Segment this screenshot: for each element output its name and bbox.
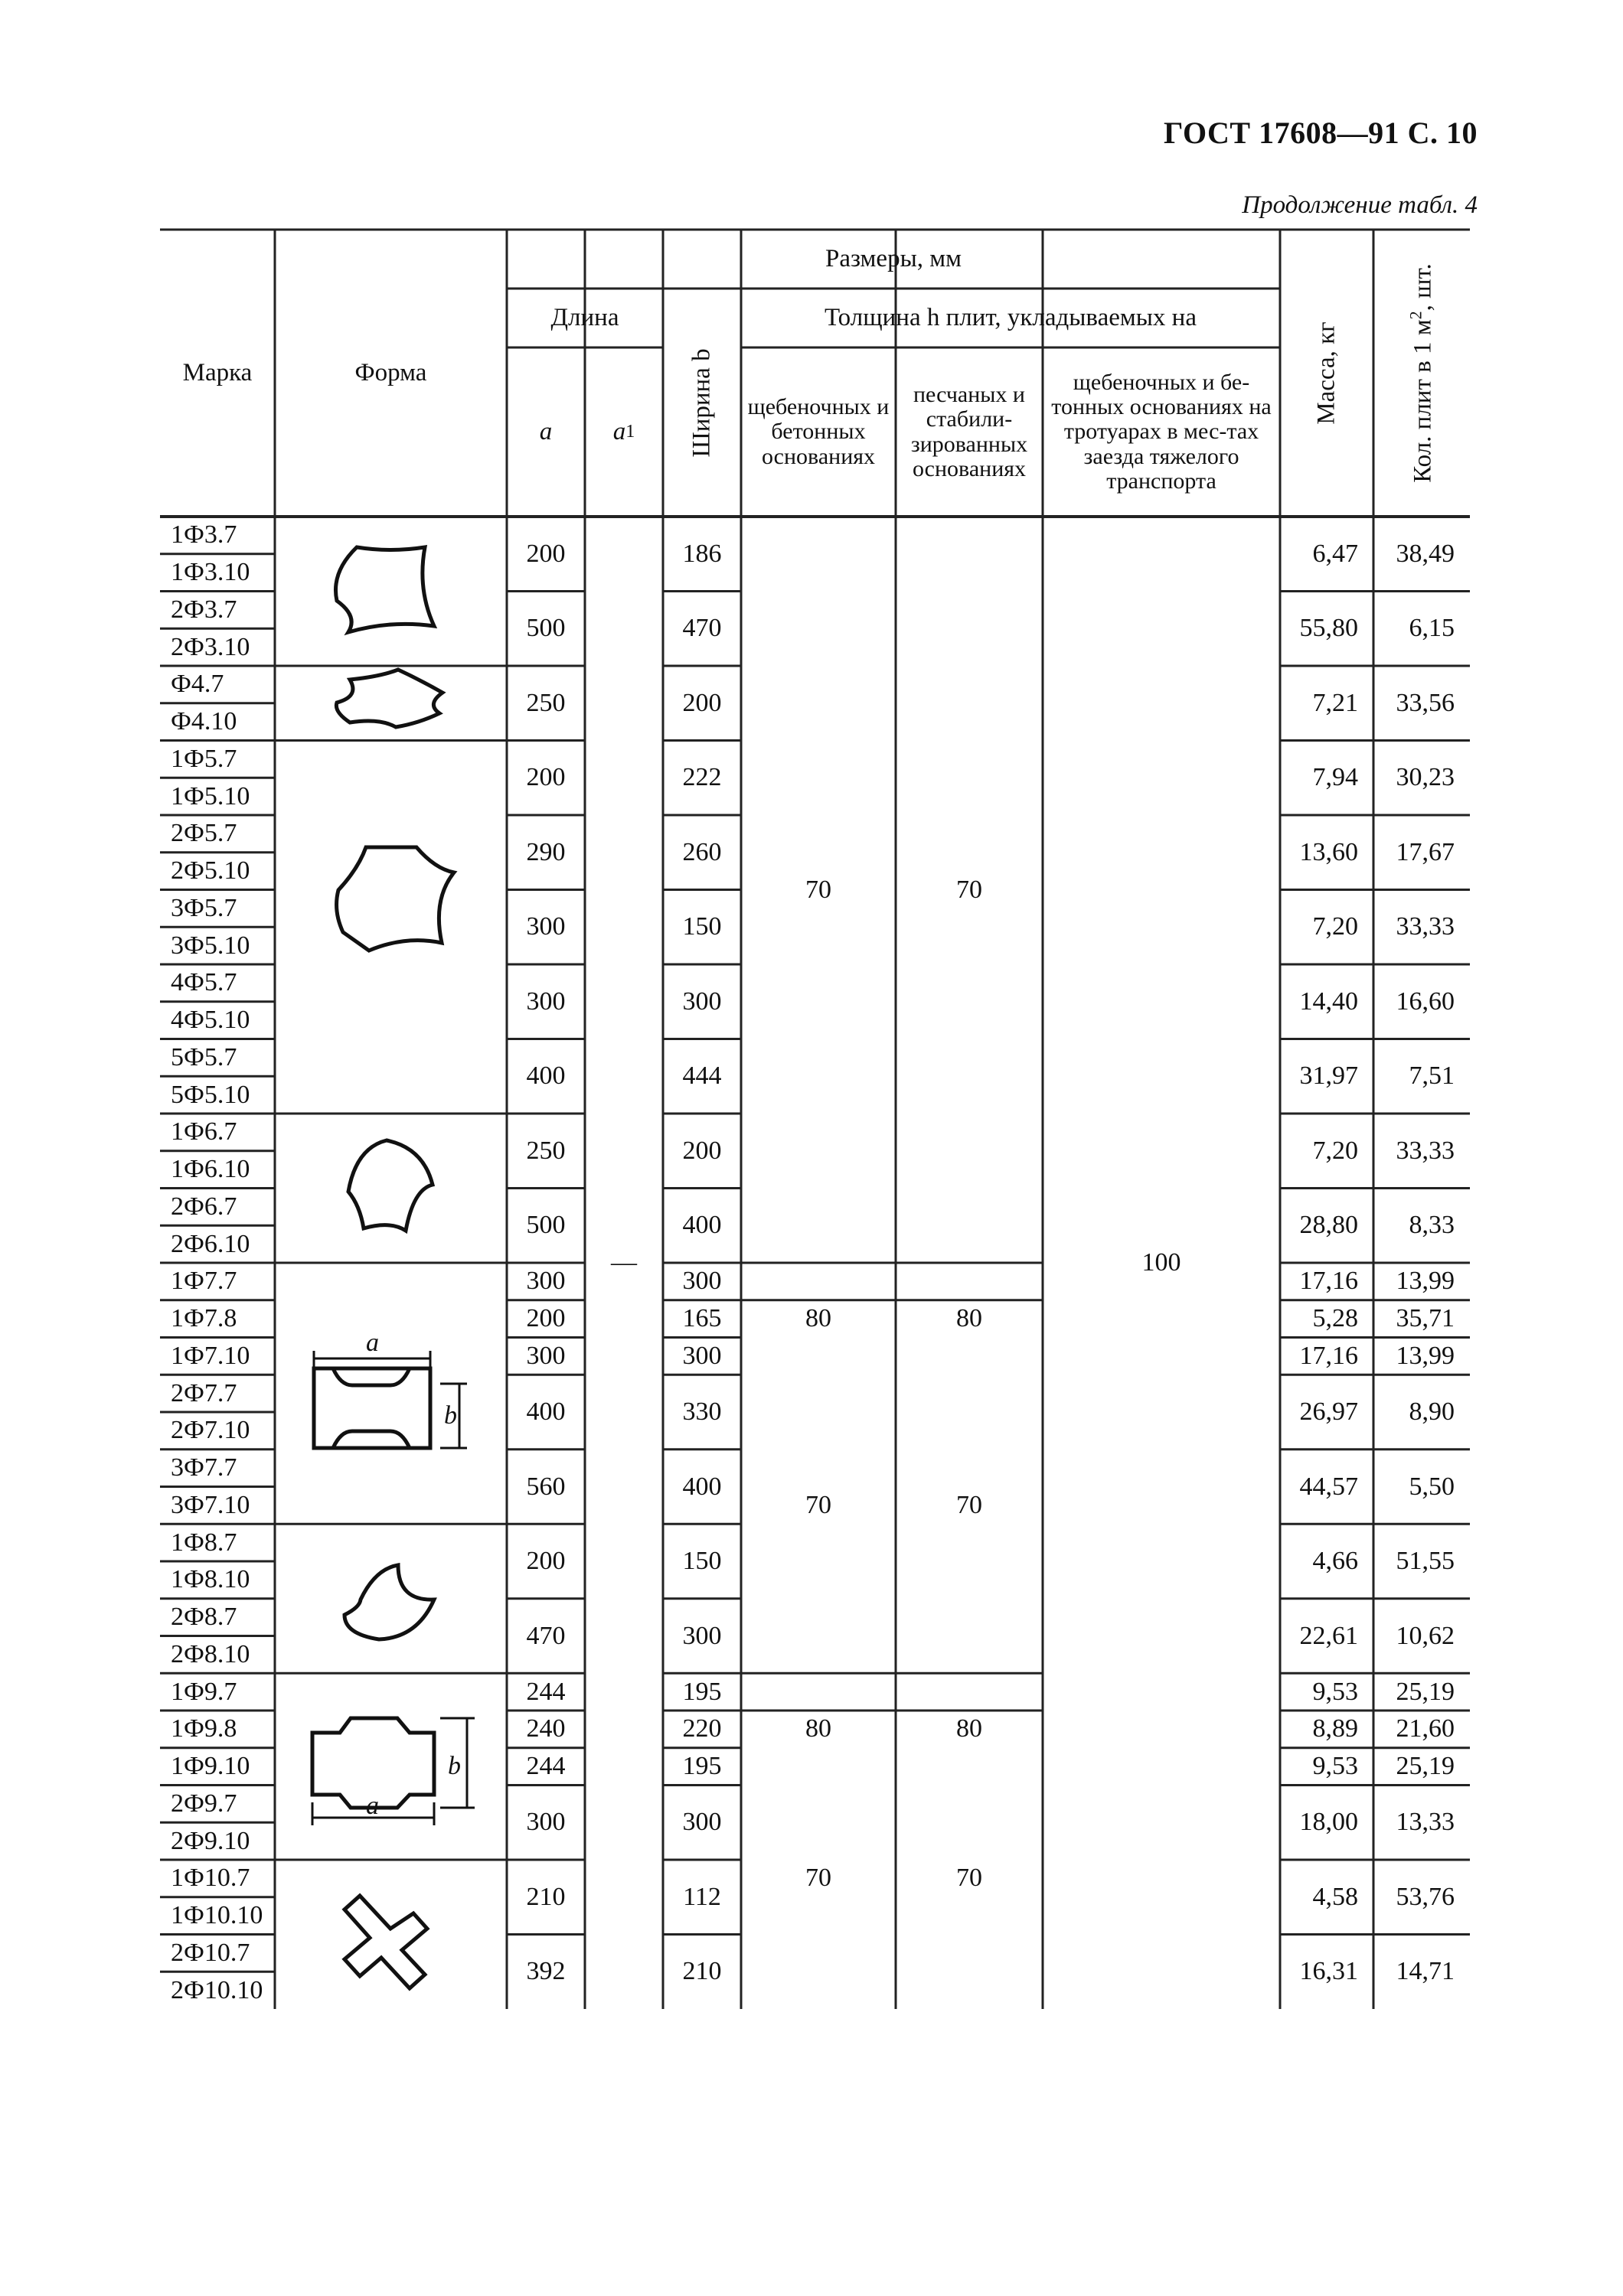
- mark-cell: Ф4.10: [171, 707, 237, 736]
- value-mass: 55,80: [1299, 614, 1358, 643]
- a1-dash: —: [611, 1248, 637, 1277]
- mark-cell: 1Ф9.8: [171, 1714, 237, 1743]
- thickness-t2: 80: [956, 1714, 982, 1743]
- value-count: 25,19: [1396, 1677, 1455, 1706]
- svg-text:a: a: [366, 1792, 379, 1820]
- value-mass: 16,31: [1299, 1957, 1358, 1986]
- mark-cell: 2Ф8.7: [171, 1603, 237, 1632]
- value-mass: 26,97: [1299, 1397, 1358, 1426]
- thickness-t1: 70: [805, 1864, 831, 1893]
- value-b: 300: [682, 1267, 722, 1296]
- svg-text:b: b: [444, 1401, 457, 1430]
- value-mass: 7,20: [1312, 912, 1358, 941]
- value-b: 300: [682, 1808, 722, 1837]
- value-a: 200: [526, 1304, 566, 1333]
- value-mass: 9,53: [1312, 1677, 1358, 1706]
- mark-cell: 1Ф8.10: [171, 1565, 250, 1594]
- value-b: 300: [682, 1341, 722, 1370]
- value-count: 38,49: [1396, 539, 1455, 568]
- mark-cell: 1Ф3.7: [171, 520, 237, 550]
- value-mass: 13,60: [1299, 837, 1358, 866]
- mark-cell: 2Ф3.7: [171, 595, 237, 624]
- value-b: 165: [682, 1304, 722, 1333]
- header-thickness-crushed: щебеночных и бетонных основаниях: [747, 393, 890, 469]
- mark-cell: 5Ф5.7: [171, 1042, 237, 1071]
- mark-cell: 4Ф5.7: [171, 968, 237, 997]
- mark-cell: 2Ф9.10: [171, 1826, 250, 1855]
- mark-cell: 3Ф7.7: [171, 1453, 237, 1482]
- header-form: Форма: [354, 358, 427, 386]
- value-a: 250: [526, 688, 566, 717]
- mark-cell: 1Ф9.10: [171, 1752, 250, 1781]
- header-a1-sub: 1: [625, 421, 635, 442]
- mark-cell: 3Ф5.7: [171, 893, 237, 922]
- value-b: 400: [682, 1211, 722, 1240]
- value-a: 240: [526, 1714, 566, 1743]
- value-b: 195: [682, 1752, 722, 1781]
- mark-cell: 2Ф10.7: [171, 1938, 250, 1967]
- value-b: 330: [682, 1397, 722, 1426]
- value-a: 300: [526, 987, 566, 1016]
- value-count: 8,33: [1409, 1211, 1455, 1240]
- value-count: 6,15: [1409, 614, 1455, 643]
- mark-cell: 3Ф7.10: [171, 1490, 250, 1519]
- value-a: 210: [526, 1882, 566, 1911]
- shape-f5-icon: [337, 847, 454, 951]
- value-b: 200: [682, 688, 722, 717]
- header-count: Кол. плит в 1 $м^2$, шт.: [1406, 263, 1437, 483]
- value-count: 30,23: [1396, 763, 1455, 792]
- value-count: 13,99: [1396, 1267, 1455, 1296]
- svg-text:b: b: [448, 1752, 461, 1780]
- value-b: 210: [682, 1957, 722, 1986]
- value-mass: 14,40: [1299, 987, 1358, 1016]
- mark-cell: 1Ф8.7: [171, 1528, 237, 1557]
- value-mass: 44,57: [1299, 1472, 1358, 1501]
- mark-cell: 5Ф5.10: [171, 1080, 250, 1109]
- shape-f3-icon: [335, 547, 434, 632]
- value-mass: 5,28: [1312, 1304, 1358, 1333]
- value-count: 33,33: [1396, 912, 1455, 941]
- value-mass: 17,16: [1299, 1267, 1358, 1296]
- value-count: 21,60: [1396, 1714, 1455, 1743]
- page-header: ГОСТ 17608—91 С. 10: [1163, 116, 1478, 150]
- thickness-t2: 70: [956, 875, 982, 904]
- thickness-traffic-value: 100: [1141, 1248, 1181, 1277]
- value-a: 300: [526, 1808, 566, 1837]
- mark-cell: 1Ф5.10: [171, 781, 250, 810]
- shape-f9-icon: [312, 1718, 475, 1825]
- value-a: 244: [526, 1677, 566, 1706]
- value-b: 260: [682, 837, 722, 866]
- thickness-t2: 80: [956, 1304, 982, 1333]
- header-length: Длина: [550, 303, 619, 331]
- value-count: 16,60: [1396, 987, 1455, 1016]
- mark-cell: 1Ф7.7: [171, 1267, 237, 1296]
- header-mass: Масса, кг: [1312, 321, 1341, 425]
- value-a: 300: [526, 1267, 566, 1296]
- mark-cell: 1Ф5.7: [171, 744, 237, 773]
- value-mass: 7,94: [1312, 763, 1358, 792]
- value-b: 400: [682, 1472, 722, 1501]
- value-a: 200: [526, 1547, 566, 1575]
- value-mass: 7,20: [1312, 1136, 1358, 1165]
- value-count: 33,33: [1396, 1136, 1455, 1165]
- value-count: 33,56: [1396, 688, 1455, 717]
- mark-cell: 1Ф3.10: [171, 558, 250, 587]
- value-mass: 22,61: [1299, 1621, 1358, 1650]
- value-mass: 31,97: [1299, 1062, 1358, 1091]
- mark-cell: 2Ф6.10: [171, 1229, 250, 1258]
- mark-cell: 3Ф5.10: [171, 931, 250, 960]
- value-count: 51,55: [1396, 1547, 1455, 1575]
- thickness-t1: 70: [805, 875, 831, 904]
- mark-cell: 2Ф6.7: [171, 1192, 237, 1221]
- shape-f6-icon: [348, 1140, 433, 1231]
- header-a1-base: a: [612, 417, 626, 445]
- value-a: 392: [526, 1957, 566, 1986]
- value-a: 200: [526, 539, 566, 568]
- mark-cell: 2Ф5.10: [171, 856, 250, 885]
- value-b: 195: [682, 1677, 722, 1706]
- shape-f10-icon: [345, 1896, 427, 1988]
- value-b: 300: [682, 1621, 722, 1650]
- mark-cell: 2Ф5.7: [171, 819, 237, 848]
- mark-cell: 1Ф6.7: [171, 1117, 237, 1146]
- mark-cell: 2Ф8.10: [171, 1639, 250, 1668]
- mark-cell: 2Ф7.7: [171, 1378, 237, 1407]
- header-dimensions: Размеры, мм: [825, 244, 962, 272]
- header-thickness-traffic: щебеночных и бе-тонных основаниях на тротуарах в мес-тах заезда тяжелого транспорта: [1051, 369, 1272, 494]
- value-b: 186: [682, 539, 722, 568]
- mark-cell: 1Ф10.7: [171, 1864, 250, 1893]
- value-a: 400: [526, 1397, 566, 1426]
- value-a: 200: [526, 763, 566, 792]
- value-count: 13,33: [1396, 1808, 1455, 1837]
- value-mass: 8,89: [1312, 1714, 1358, 1743]
- value-count: 14,71: [1396, 1957, 1455, 1986]
- thickness-t2: 70: [956, 1490, 982, 1519]
- header-width: Ширина b: [687, 347, 716, 458]
- value-count: 17,67: [1396, 837, 1455, 866]
- value-count: 5,50: [1409, 1472, 1455, 1501]
- value-count: 8,90: [1409, 1397, 1455, 1426]
- value-a: 244: [526, 1752, 566, 1781]
- value-a: 250: [526, 1136, 566, 1165]
- value-a: 560: [526, 1472, 566, 1501]
- value-b: 222: [682, 763, 722, 792]
- value-mass: 17,16: [1299, 1341, 1358, 1370]
- thickness-t2: 70: [956, 1864, 982, 1893]
- shape-f4-icon: [336, 670, 442, 727]
- value-mass: 6,47: [1312, 539, 1358, 568]
- value-count: 10,62: [1396, 1621, 1455, 1650]
- value-b: 112: [683, 1882, 721, 1911]
- value-a: 300: [526, 912, 566, 941]
- shape-f7-icon: [314, 1329, 467, 1448]
- header-thickness-sand: песчаных и стабили-зированных основаниях: [910, 381, 1028, 481]
- value-mass: 9,53: [1312, 1752, 1358, 1781]
- value-a: 500: [526, 1211, 566, 1240]
- value-a: 300: [526, 1341, 566, 1370]
- value-b: 300: [682, 987, 722, 1016]
- mark-cell: Ф4.7: [171, 670, 224, 699]
- mark-cell: 2Ф9.7: [171, 1789, 237, 1818]
- value-mass: 4,58: [1312, 1882, 1358, 1911]
- value-mass: 7,21: [1312, 688, 1358, 717]
- mark-cell: 1Ф10.10: [171, 1901, 263, 1930]
- svg-text:a: a: [366, 1329, 379, 1357]
- value-b: 220: [682, 1714, 722, 1743]
- thickness-t1: 80: [805, 1304, 831, 1333]
- value-a: 290: [526, 837, 566, 866]
- header-thickness: Толщина h плит, укладываемых на: [825, 303, 1197, 331]
- value-a: 400: [526, 1062, 566, 1091]
- value-count: 35,71: [1396, 1304, 1455, 1333]
- shape-f8-icon: [345, 1565, 434, 1639]
- mark-cell: 1Ф7.8: [171, 1304, 237, 1333]
- value-mass: 28,80: [1299, 1211, 1358, 1240]
- value-count: 7,51: [1409, 1062, 1455, 1091]
- continuation-label: Продолжение табл. 4: [1242, 191, 1478, 219]
- value-b: 150: [682, 1547, 722, 1575]
- mark-cell: 2Ф7.10: [171, 1416, 250, 1445]
- value-b: 470: [682, 614, 722, 643]
- value-count: 13,99: [1396, 1341, 1455, 1370]
- mark-cell: 1Ф9.7: [171, 1677, 237, 1706]
- value-mass: 18,00: [1299, 1808, 1358, 1837]
- value-b: 444: [682, 1062, 722, 1091]
- value-count: 25,19: [1396, 1752, 1455, 1781]
- value-b: 150: [682, 912, 722, 941]
- mark-cell: 1Ф7.10: [171, 1341, 250, 1370]
- value-b: 200: [682, 1136, 722, 1165]
- mark-cell: 1Ф6.10: [171, 1155, 250, 1184]
- value-count: 53,76: [1396, 1882, 1455, 1911]
- value-a: 500: [526, 614, 566, 643]
- header-a: a: [539, 417, 553, 445]
- mark-cell: 2Ф3.10: [171, 632, 250, 661]
- thickness-t1: 80: [805, 1714, 831, 1743]
- value-a: 470: [526, 1621, 566, 1650]
- thickness-t1: 70: [805, 1490, 831, 1519]
- header-mark: Марка: [182, 358, 253, 386]
- mark-cell: 2Ф10.10: [171, 1975, 263, 2004]
- value-mass: 4,66: [1312, 1547, 1358, 1575]
- mark-cell: 4Ф5.10: [171, 1006, 250, 1035]
